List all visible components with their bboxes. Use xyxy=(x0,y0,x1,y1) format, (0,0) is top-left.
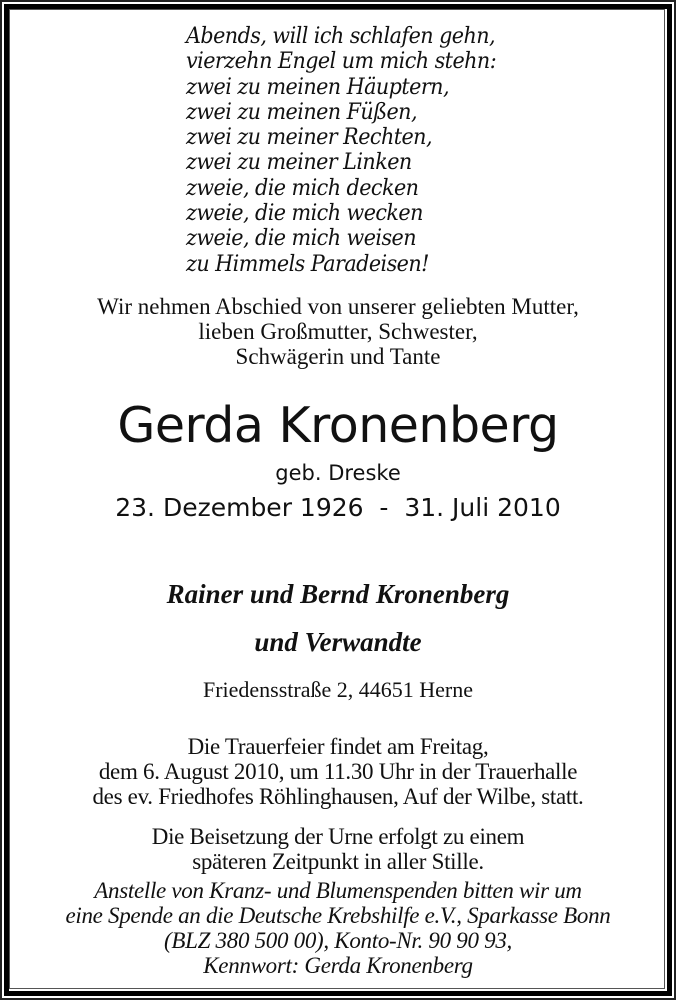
urn-line: Die Beisetzung der Urne erfolgt zu einem xyxy=(151,824,525,849)
intro-line: Wir nehmen Abschied von unserer geliebten Mutter, xyxy=(97,294,579,319)
birth-name: geb. Dreske xyxy=(275,461,401,485)
intro-line: lieben Großmutter, Schwester, xyxy=(198,319,478,344)
poem-line: zweie, die mich wecken xyxy=(186,200,423,227)
funeral-service-info xyxy=(0,734,676,809)
poem-line: vierzehn Engel um mich stehn: xyxy=(186,48,497,75)
donation-line: Kennwort: Gerda Kronenberg xyxy=(203,953,473,978)
donation-line: (BLZ 380 500 00), Konto-Nr. 90 90 93, xyxy=(164,928,512,953)
urn-line: späteren Zeitpunkt in aller Stille. xyxy=(192,849,484,874)
poem-line: zwei zu meiner Rechten, xyxy=(186,124,432,151)
donation-line: eine Spende an die Deutsche Krebshilfe e.V., Sparkasse Bonn xyxy=(65,903,611,928)
poem-line: zwei zu meinen Füßen, xyxy=(186,98,417,125)
donation-line: Anstelle von Kranz- und Blumenspenden bitten wir um xyxy=(94,878,582,903)
urn-burial-info xyxy=(0,824,676,874)
poem-line: zwei zu meiner Linken xyxy=(186,149,412,176)
farewell-intro xyxy=(0,294,676,369)
poem xyxy=(186,24,496,277)
deceased-name: Gerda Kronenberg xyxy=(117,397,559,454)
service-line: dem 6. August 2010, um 11.30 Uhr in der Trauerhalle xyxy=(98,759,578,784)
service-line: des ev. Friedhofes Röhlinghausen, Auf der Wilbe, statt. xyxy=(92,784,584,809)
service-line: Die Trauerfeier findet am Freitag, xyxy=(187,734,489,759)
poem-line: zwei zu meinen Häuptern, xyxy=(186,73,449,100)
mourners-relatives: und Verwandte xyxy=(254,627,422,657)
poem-line: zweie, die mich weisen xyxy=(186,225,417,252)
life-dates: 23. Dezember 1926 - 31. Juli 2010 xyxy=(115,493,561,522)
address: Friedensstraße 2, 44651 Herne xyxy=(202,677,474,702)
poem-line: Abends, will ich schlafen gehn, xyxy=(186,23,496,49)
poem-line: zu Himmels Paradeisen! xyxy=(186,250,429,277)
mourners-names: Rainer und Bernd Kronenberg xyxy=(166,579,510,609)
poem-line: zweie, die mich decken xyxy=(186,174,419,201)
donation-request xyxy=(0,878,676,978)
intro-line: Schwägerin und Tante xyxy=(235,344,441,369)
